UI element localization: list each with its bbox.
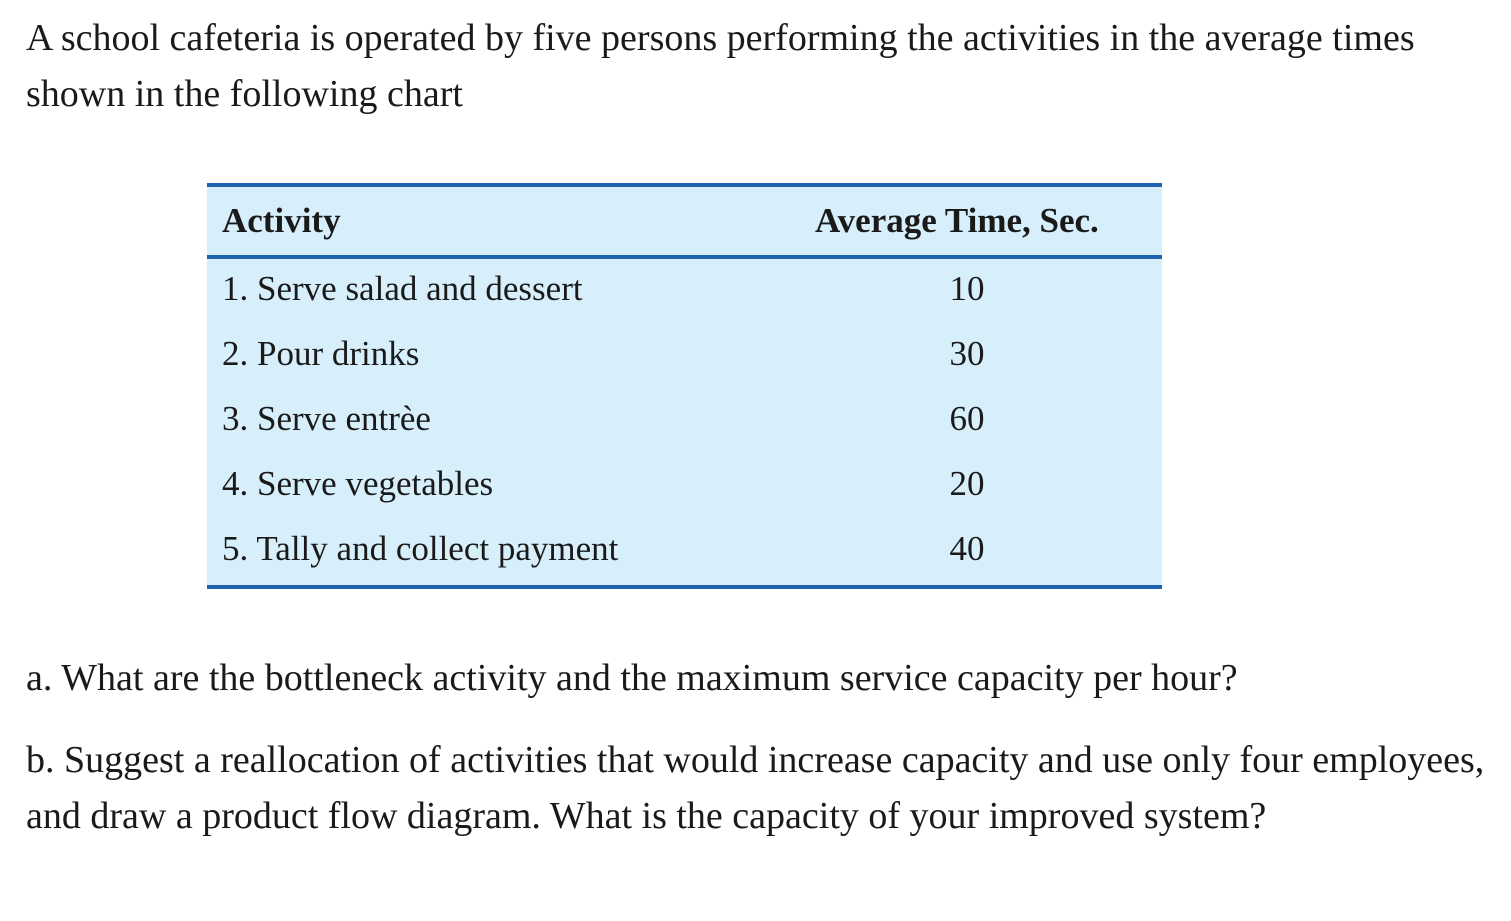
table-header [207,187,1162,259]
time-cell: 60 [949,399,985,438]
time-cell: 40 [949,529,985,568]
time-cell: 20 [949,464,985,503]
column-header-activity: Activity [222,201,341,240]
time-cell: 30 [949,334,985,373]
activity-time-table [207,183,1162,589]
activity-cell: 1. Serve salad and dessert [222,269,583,308]
table-row [207,259,1162,324]
question-a: a. What are the bottleneck activity and the maximum service capacity per hour? [26,657,1238,699]
activity-cell: 5. Tally and collect payment [222,529,619,568]
activity-cell: 3. Serve entrèe [222,399,431,438]
table-row [207,389,1162,454]
time-cell: 10 [949,269,985,308]
table-row [207,519,1162,584]
problem-statement: A school cafeteria is operated by five persons performing the activities in the average times shown in the following chart [26,17,1415,115]
activity-cell: 4. Serve vegetables [222,464,494,503]
activity-cell: 2. Pour drinks [222,334,420,373]
column-header-average-time: Average Time, Sec. [815,201,1099,240]
table-row [207,324,1162,389]
table-row [207,454,1162,519]
question-b: b. Suggest a reallocation of activities that would increase capacity and use only four employees, and draw a product flow diagram. What is the capacity of your improved system? [26,739,1485,837]
